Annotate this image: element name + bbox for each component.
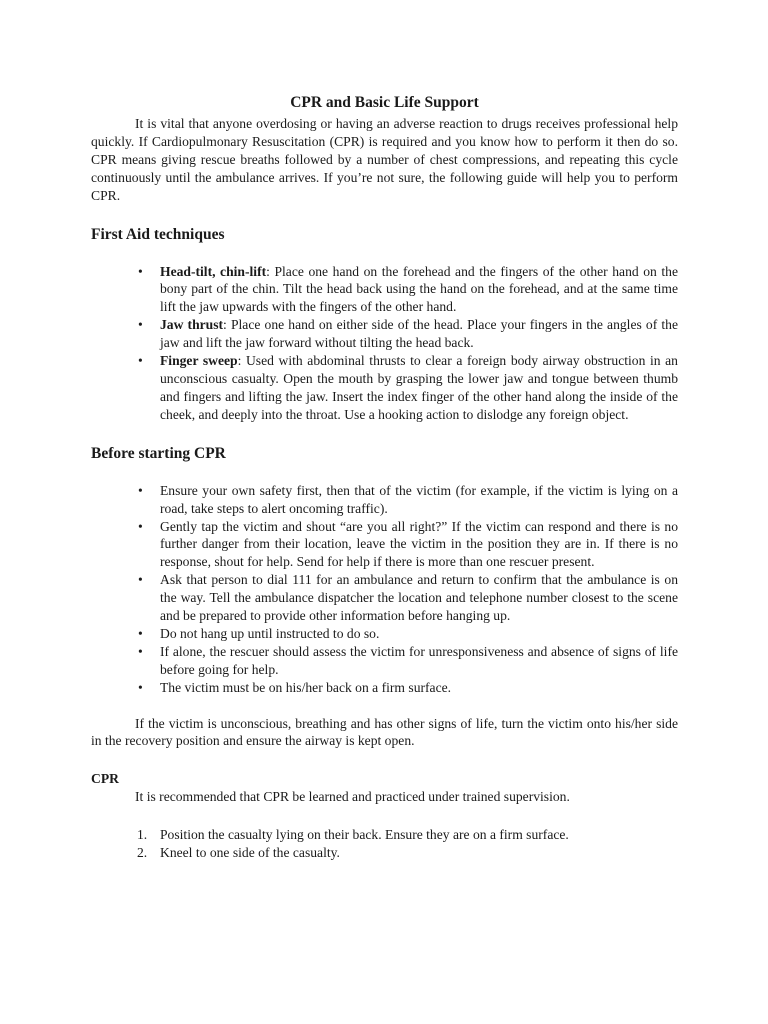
heading-cpr: CPR bbox=[91, 771, 119, 787]
bullet-icon: • bbox=[138, 518, 143, 534]
list-item bbox=[91, 482, 678, 518]
item-text: : Place one hand on either side of the head. Place your fingers in the angles of the jaw and lift the jaw forward without tilting the head back. bbox=[160, 317, 678, 351]
bullet-icon: • bbox=[138, 679, 143, 695]
heading-first-aid: First Aid techniques bbox=[91, 225, 225, 243]
step-number: 2. bbox=[137, 845, 148, 861]
bullet-icon: • bbox=[138, 572, 143, 588]
item-text: Do not hang up until instructed to do so. bbox=[160, 625, 380, 641]
list-item bbox=[91, 826, 678, 844]
intro-paragraph: It is vital that anyone overdosing or having an adverse reaction to drugs receives professional help quickly. If Cardiopulmonary Resuscitation (CPR) is required and you know how to perform it then do so. CPR means giving rescue breaths followed by a number of chest compressions, and repeating this cycle continuously until the ambulance arrives. If you’re not sure, the following guide will help you to perform CPR. bbox=[91, 116, 678, 203]
item-text: Ask that person to dial 111 for an ambulance and return to confirm that the ambulance is on the way. Tell the ambulance dispatcher the location and telephone number closest to the scene and be prepared to provide other information before hanging up. bbox=[160, 572, 678, 624]
recovery-paragraph: If the victim is unconscious, breathing and has other signs of life, turn the victim onto his/her side in the recovery position and ensure the airway is kept open. bbox=[91, 715, 678, 749]
list-item bbox=[91, 263, 678, 317]
list-item bbox=[91, 316, 678, 352]
cpr-intro: It is recommended that CPR be learned and practiced under trained supervision. bbox=[135, 789, 570, 805]
bullet-icon: • bbox=[138, 263, 143, 279]
bullet-icon: • bbox=[138, 317, 143, 333]
first-aid-list bbox=[91, 263, 678, 424]
item-text: : Used with abdominal thrusts to clear a foreign body airway obstruction in an unconscious casualty. Open the mouth by grasping the lower jaw and tongue between thumb and fingers and lifting the jaw. Insert the index finger of the other hand along the inside of the cheek, and deeply into the throat. Use a hooking action to dislodge any foreign object. bbox=[160, 353, 678, 422]
list-item bbox=[91, 352, 678, 424]
bullet-icon: • bbox=[138, 625, 143, 641]
item-text: If alone, the rescuer should assess the victim for unresponsiveness and absence of signs of life before going for help. bbox=[160, 643, 678, 677]
cpr-steps-list bbox=[91, 826, 678, 862]
item-text: Ensure your own safety first, then that of the victim (for example, if the victim is lying on a road, take steps to alert oncoming traffic). bbox=[160, 482, 678, 516]
item-text: : Place one hand on the forehead and the fingers of the other hand on the bony part of the chin. Tilt the head back using the hand on the forehead, and at the same time lift the jaw upwards with the fingers of the other hand. bbox=[160, 263, 678, 315]
step-number: 1. bbox=[137, 827, 148, 843]
bullet-icon: • bbox=[138, 353, 143, 369]
list-item bbox=[91, 643, 678, 679]
step-text: Position the casualty lying on their back. Ensure they are on a firm surface. bbox=[160, 827, 569, 843]
before-cpr-list bbox=[91, 482, 678, 697]
item-lead: Finger sweep bbox=[160, 353, 238, 369]
list-item bbox=[91, 518, 678, 572]
step-text: Kneel to one side of the casualty. bbox=[160, 845, 340, 861]
bullet-icon: • bbox=[138, 643, 143, 659]
heading-before-cpr: Before starting CPR bbox=[91, 444, 226, 462]
item-text: Gently tap the victim and shout “are you all right?” If the victim can respond and there is no further danger from their location, leave the victim in the position they are in. If there is no response, shout for help. Send for help if there is more than one rescuer present. bbox=[160, 518, 678, 570]
list-item bbox=[91, 571, 678, 625]
bullet-icon: • bbox=[138, 482, 143, 498]
item-text: The victim must be on his/her back on a firm surface. bbox=[160, 679, 452, 695]
item-lead: Head-tilt, chin-lift bbox=[160, 263, 267, 279]
list-item bbox=[91, 844, 678, 862]
page-title: CPR and Basic Life Support bbox=[290, 94, 479, 111]
list-item bbox=[91, 625, 678, 643]
list-item bbox=[91, 679, 678, 697]
item-lead: Jaw thrust bbox=[160, 317, 224, 333]
